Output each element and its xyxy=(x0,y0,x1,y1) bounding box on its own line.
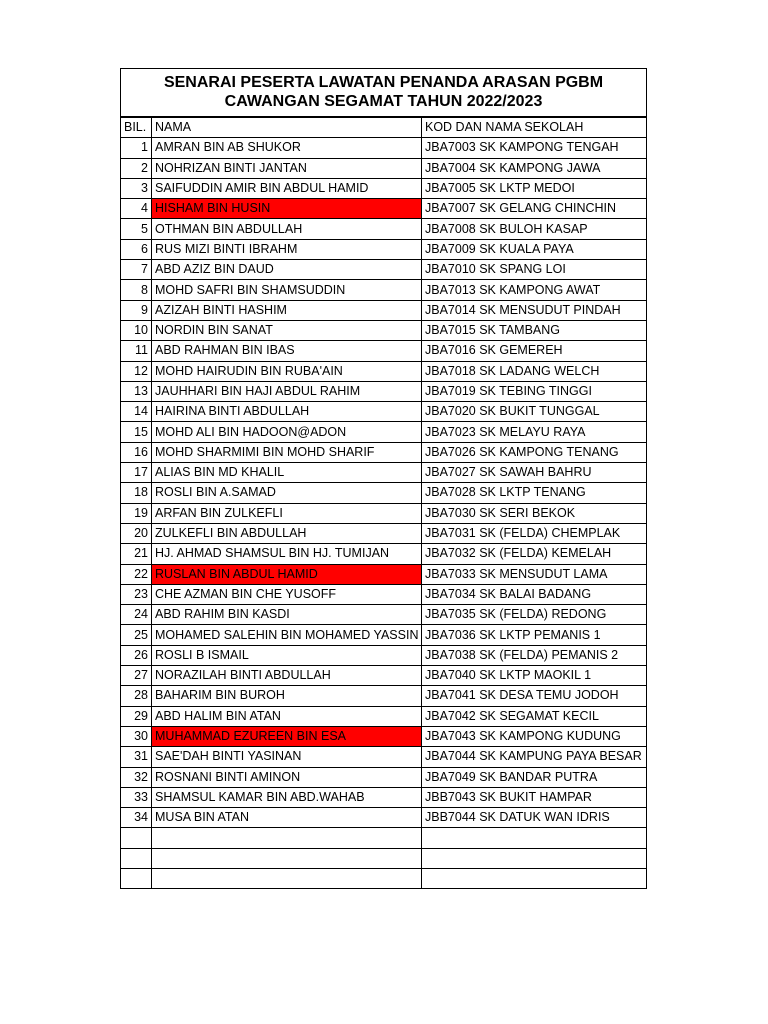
table-row xyxy=(121,503,647,523)
cell-sekolah: JBA7049 SK BANDAR PUTRA xyxy=(422,767,647,787)
cell-sekolah: JBB7044 SK DATUK WAN IDRIS xyxy=(422,808,647,828)
cell-nama: ZULKEFLI BIN ABDULLAH xyxy=(152,523,422,543)
cell-sekolah: JBA7010 SK SPANG LOI xyxy=(422,260,647,280)
cell-nama: AZIZAH BINTI HASHIM xyxy=(152,300,422,320)
cell-nama: MOHD SAFRI BIN SHAMSUDDIN xyxy=(152,280,422,300)
cell-bil xyxy=(121,828,152,848)
cell-sekolah: JBA7004 SK KAMPONG JAWA xyxy=(422,158,647,178)
header-sekolah: KOD DAN NAMA SEKOLAH xyxy=(422,117,647,138)
cell-bil: 4 xyxy=(121,199,152,219)
cell-nama: MOHD HAIRUDIN BIN RUBA'AIN xyxy=(152,361,422,381)
cell-sekolah: JBA7005 SK LKTP MEDOI xyxy=(422,178,647,198)
cell-nama: ABD RAHIM BIN KASDI xyxy=(152,605,422,625)
cell-nama: MOHAMED SALEHIN BIN MOHAMED YASSIN xyxy=(152,625,422,645)
cell-sekolah: JBA7031 SK (FELDA) CHEMPLAK xyxy=(422,523,647,543)
cell-sekolah xyxy=(422,848,647,868)
cell-nama: ABD RAHMAN BIN IBAS xyxy=(152,341,422,361)
table-row xyxy=(121,280,647,300)
table-row xyxy=(121,625,647,645)
cell-sekolah xyxy=(422,828,647,848)
table-row xyxy=(121,605,647,625)
cell-bil: 8 xyxy=(121,280,152,300)
title-line-1: SENARAI PESERTA LAWATAN PENANDA ARASAN PGBM xyxy=(163,74,604,91)
cell-bil xyxy=(121,848,152,868)
title-line-2: CAWANGAN SEGAMAT TAHUN 2022/2023 xyxy=(224,93,543,110)
cell-bil: 30 xyxy=(121,726,152,746)
cell-nama: SAIFUDDIN AMIR BIN ABDUL HAMID xyxy=(152,178,422,198)
cell-sekolah: JBA7040 SK LKTP MAOKIL 1 xyxy=(422,666,647,686)
cell-nama-highlighted: HISHAM BIN HUSIN xyxy=(152,199,422,219)
cell-nama: ARFAN BIN ZULKEFLI xyxy=(152,503,422,523)
cell-nama: ROSNANI BINTI AMINON xyxy=(152,767,422,787)
header-nama: NAMA xyxy=(152,117,422,138)
table-row xyxy=(121,767,647,787)
table-row xyxy=(121,747,647,767)
table-row xyxy=(121,808,647,828)
cell-bil: 22 xyxy=(121,564,152,584)
table-row xyxy=(121,686,647,706)
table-row xyxy=(121,381,647,401)
cell-nama: NOHRIZAN BINTI JANTAN xyxy=(152,158,422,178)
cell-sekolah: JBA7034 SK BALAI BADANG xyxy=(422,584,647,604)
cell-nama: SHAMSUL KAMAR BIN ABD.WAHAB xyxy=(152,787,422,807)
cell-sekolah: JBA7015 SK TAMBANG xyxy=(422,320,647,340)
table-body xyxy=(121,138,647,889)
cell-nama-highlighted: RUSLAN BIN ABDUL HAMID xyxy=(152,564,422,584)
cell-bil: 19 xyxy=(121,503,152,523)
spreadsheet-page xyxy=(120,68,647,889)
document-title xyxy=(120,68,647,116)
cell-sekolah: JBA7009 SK KUALA PAYA xyxy=(422,239,647,259)
cell-sekolah: JBA7033 SK MENSUDUT LAMA xyxy=(422,564,647,584)
cell-sekolah: JBA7007 SK GELANG CHINCHIN xyxy=(422,199,647,219)
table-row xyxy=(121,158,647,178)
cell-bil: 26 xyxy=(121,645,152,665)
cell-bil: 31 xyxy=(121,747,152,767)
table-row xyxy=(121,422,647,442)
cell-bil xyxy=(121,868,152,888)
cell-nama: HAIRINA BINTI ABDULLAH xyxy=(152,402,422,422)
cell-bil: 18 xyxy=(121,483,152,503)
cell-sekolah xyxy=(422,868,647,888)
cell-bil: 28 xyxy=(121,686,152,706)
cell-bil: 24 xyxy=(121,605,152,625)
cell-bil: 20 xyxy=(121,523,152,543)
table-row xyxy=(121,483,647,503)
cell-nama: OTHMAN BIN ABDULLAH xyxy=(152,219,422,239)
table-row xyxy=(121,787,647,807)
table-row xyxy=(121,726,647,746)
table-row xyxy=(121,138,647,158)
cell-bil: 6 xyxy=(121,239,152,259)
table-row xyxy=(121,402,647,422)
cell-sekolah: JBA7023 SK MELAYU RAYA xyxy=(422,422,647,442)
cell-nama: SAE'DAH BINTI YASINAN xyxy=(152,747,422,767)
cell-bil: 7 xyxy=(121,260,152,280)
table-row xyxy=(121,178,647,198)
cell-bil: 2 xyxy=(121,158,152,178)
cell-bil: 9 xyxy=(121,300,152,320)
table-row xyxy=(121,564,647,584)
cell-sekolah: JBA7036 SK LKTP PEMANIS 1 xyxy=(422,625,647,645)
cell-nama: MUSA BIN ATAN xyxy=(152,808,422,828)
cell-nama: BAHARIM BIN BUROH xyxy=(152,686,422,706)
cell-bil: 15 xyxy=(121,422,152,442)
cell-bil: 33 xyxy=(121,787,152,807)
cell-sekolah: JBA7020 SK BUKIT TUNGGAL xyxy=(422,402,647,422)
cell-bil: 14 xyxy=(121,402,152,422)
cell-bil: 3 xyxy=(121,178,152,198)
table-row xyxy=(121,442,647,462)
cell-bil: 29 xyxy=(121,706,152,726)
cell-sekolah: JBA7035 SK (FELDA) REDONG xyxy=(422,605,647,625)
cell-sekolah: JBA7013 SK KAMPONG AWAT xyxy=(422,280,647,300)
cell-sekolah: JBA7030 SK SERI BEKOK xyxy=(422,503,647,523)
table-row xyxy=(121,868,647,888)
table-row xyxy=(121,341,647,361)
cell-bil: 21 xyxy=(121,544,152,564)
cell-bil: 16 xyxy=(121,442,152,462)
table-row xyxy=(121,666,647,686)
cell-sekolah: JBA7008 SK BULOH KASAP xyxy=(422,219,647,239)
cell-sekolah: JBA7041 SK DESA TEMU JODOH xyxy=(422,686,647,706)
cell-nama: JAUHHARI BIN HAJI ABDUL RAHIM xyxy=(152,381,422,401)
cell-nama xyxy=(152,828,422,848)
cell-sekolah: JBA7026 SK KAMPONG TENANG xyxy=(422,442,647,462)
table-row xyxy=(121,645,647,665)
cell-nama: ROSLI BIN A.SAMAD xyxy=(152,483,422,503)
cell-nama: RUS MIZI BINTI IBRAHM xyxy=(152,239,422,259)
table-row xyxy=(121,828,647,848)
table-row xyxy=(121,260,647,280)
cell-bil: 23 xyxy=(121,584,152,604)
cell-sekolah: JBA7019 SK TEBING TINGGI xyxy=(422,381,647,401)
cell-sekolah: JBA7028 SK LKTP TENANG xyxy=(422,483,647,503)
table-row xyxy=(121,219,647,239)
table-row xyxy=(121,361,647,381)
cell-nama-highlighted: MUHAMMAD EZUREEN BIN ESA xyxy=(152,726,422,746)
cell-nama xyxy=(152,848,422,868)
cell-bil: 1 xyxy=(121,138,152,158)
cell-sekolah: JBA7043 SK KAMPONG KUDUNG xyxy=(422,726,647,746)
table-row xyxy=(121,199,647,219)
cell-nama: CHE AZMAN BIN CHE YUSOFF xyxy=(152,584,422,604)
cell-nama: AMRAN BIN AB SHUKOR xyxy=(152,138,422,158)
cell-bil: 34 xyxy=(121,808,152,828)
cell-nama: NORDIN BIN SANAT xyxy=(152,320,422,340)
cell-nama: ABD AZIZ BIN DAUD xyxy=(152,260,422,280)
table-row xyxy=(121,300,647,320)
cell-bil: 32 xyxy=(121,767,152,787)
cell-nama: NORAZILAH BINTI ABDULLAH xyxy=(152,666,422,686)
cell-sekolah: JBA7027 SK SAWAH BAHRU xyxy=(422,463,647,483)
cell-bil: 10 xyxy=(121,320,152,340)
participant-table xyxy=(120,116,647,889)
cell-sekolah: JBA7003 SK KAMPONG TENGAH xyxy=(422,138,647,158)
cell-sekolah: JBA7014 SK MENSUDUT PINDAH xyxy=(422,300,647,320)
cell-bil: 12 xyxy=(121,361,152,381)
cell-nama: MOHD ALI BIN HADOON@ADON xyxy=(152,422,422,442)
cell-bil: 13 xyxy=(121,381,152,401)
table-row xyxy=(121,706,647,726)
cell-bil: 25 xyxy=(121,625,152,645)
cell-nama: MOHD SHARMIMI BIN MOHD SHARIF xyxy=(152,442,422,462)
cell-sekolah: JBA7044 SK KAMPUNG PAYA BESAR xyxy=(422,747,647,767)
cell-sekolah: JBB7043 SK BUKIT HAMPAR xyxy=(422,787,647,807)
cell-sekolah: JBA7032 SK (FELDA) KEMELAH xyxy=(422,544,647,564)
cell-nama: HJ. AHMAD SHAMSUL BIN HJ. TUMIJAN xyxy=(152,544,422,564)
header-bil: BIL. xyxy=(121,117,152,138)
cell-sekolah: JBA7042 SK SEGAMAT KECIL xyxy=(422,706,647,726)
header-row xyxy=(121,117,647,138)
cell-bil: 5 xyxy=(121,219,152,239)
cell-nama xyxy=(152,868,422,888)
table-row xyxy=(121,584,647,604)
cell-sekolah: JBA7018 SK LADANG WELCH xyxy=(422,361,647,381)
cell-nama: ABD HALIM BIN ATAN xyxy=(152,706,422,726)
table-row xyxy=(121,523,647,543)
cell-nama: ALIAS BIN MD KHALIL xyxy=(152,463,422,483)
cell-bil: 11 xyxy=(121,341,152,361)
cell-bil: 27 xyxy=(121,666,152,686)
table-row xyxy=(121,848,647,868)
table-row xyxy=(121,463,647,483)
table-row xyxy=(121,239,647,259)
table-row xyxy=(121,320,647,340)
cell-nama: ROSLI B ISMAIL xyxy=(152,645,422,665)
cell-sekolah: JBA7016 SK GEMEREH xyxy=(422,341,647,361)
cell-sekolah: JBA7038 SK (FELDA) PEMANIS 2 xyxy=(422,645,647,665)
cell-bil: 17 xyxy=(121,463,152,483)
table-row xyxy=(121,544,647,564)
